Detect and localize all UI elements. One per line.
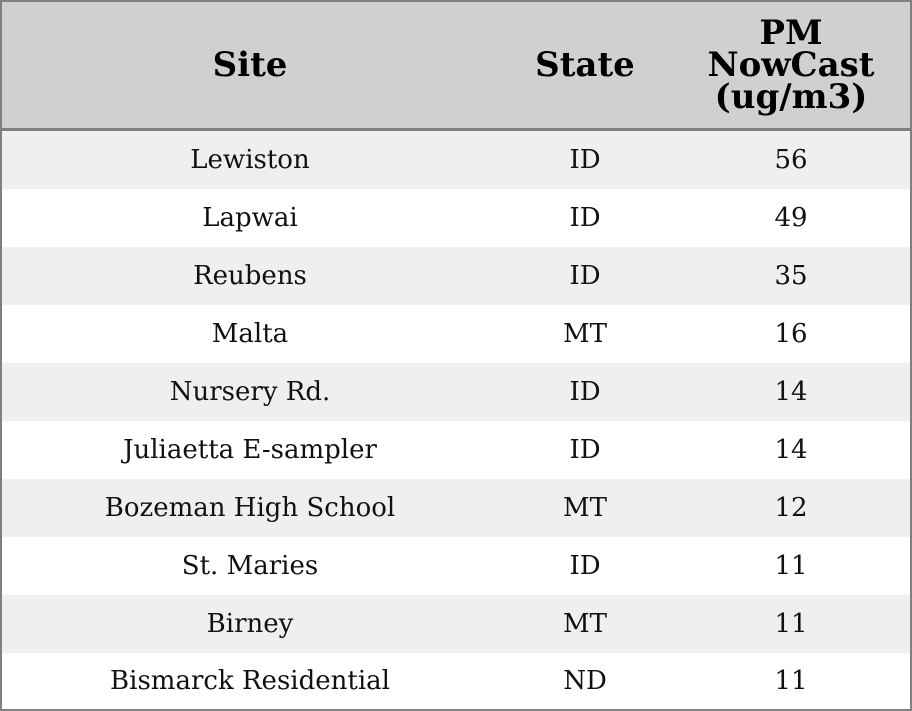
cell-pm-nowcast: 56 bbox=[672, 130, 910, 190]
cell-site: Bismarck Residential bbox=[2, 653, 498, 709]
cell-pm-nowcast: 35 bbox=[672, 247, 910, 305]
cell-state: ND bbox=[498, 653, 672, 709]
table-row bbox=[2, 363, 910, 421]
cell-state: ID bbox=[498, 537, 672, 595]
header-state bbox=[498, 2, 672, 130]
cell-state: ID bbox=[498, 421, 672, 479]
cell-pm-nowcast: 16 bbox=[672, 305, 910, 363]
cell-site: Malta bbox=[2, 305, 498, 363]
header-pm-nowcast bbox=[672, 2, 910, 130]
cell-state: MT bbox=[498, 305, 672, 363]
pm-nowcast-table bbox=[2, 2, 910, 709]
cell-state: ID bbox=[498, 363, 672, 421]
table-header bbox=[2, 2, 910, 130]
table-body bbox=[2, 130, 910, 710]
cell-site: Juliaetta E-sampler bbox=[2, 421, 498, 479]
cell-state: ID bbox=[498, 130, 672, 190]
table-row bbox=[2, 189, 910, 247]
table-row bbox=[2, 247, 910, 305]
cell-site: Lewiston bbox=[2, 130, 498, 190]
cell-pm-nowcast: 49 bbox=[672, 189, 910, 247]
cell-pm-nowcast: 14 bbox=[672, 363, 910, 421]
cell-pm-nowcast: 11 bbox=[672, 653, 910, 709]
table-row bbox=[2, 421, 910, 479]
cell-pm-nowcast: 14 bbox=[672, 421, 910, 479]
cell-site: Nursery Rd. bbox=[2, 363, 498, 421]
header-pm-line-1: PM bbox=[759, 13, 823, 53]
cell-pm-nowcast: 12 bbox=[672, 479, 910, 537]
table-row bbox=[2, 479, 910, 537]
header-state-line: State bbox=[535, 45, 635, 85]
header-pm-line-3: (ug/m3) bbox=[714, 77, 868, 117]
table-row bbox=[2, 653, 910, 709]
cell-site: Reubens bbox=[2, 247, 498, 305]
table-row bbox=[2, 537, 910, 595]
table-row bbox=[2, 595, 910, 653]
header-pm-line-2: NowCast bbox=[707, 45, 875, 85]
header-site bbox=[2, 2, 498, 130]
cell-state: MT bbox=[498, 595, 672, 653]
cell-site: St. Maries bbox=[2, 537, 498, 595]
cell-site: Bozeman High School bbox=[2, 479, 498, 537]
cell-pm-nowcast: 11 bbox=[672, 595, 910, 653]
table-row bbox=[2, 130, 910, 190]
cell-pm-nowcast: 11 bbox=[672, 537, 910, 595]
cell-site: Birney bbox=[2, 595, 498, 653]
cell-state: MT bbox=[498, 479, 672, 537]
cell-site: Lapwai bbox=[2, 189, 498, 247]
header-site-line: Site bbox=[212, 45, 288, 85]
cell-state: ID bbox=[498, 247, 672, 305]
header-row bbox=[2, 2, 910, 130]
table-row bbox=[2, 305, 910, 363]
cell-state: ID bbox=[498, 189, 672, 247]
